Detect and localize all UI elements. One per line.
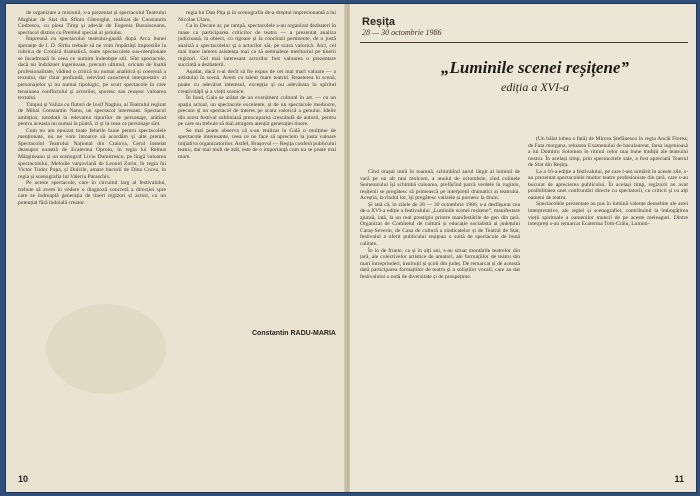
left-page <box>6 4 346 492</box>
paragraph: (Un băiat iubea o fată) de Mircea Ștefănescu în regia Ancăi Florea; de Fata morgana, reluarea Examenului de bacalaureat, farsa ingenioasă a lui Dumitru Solomon în ritmul celor mai bune tradiții ale teatrului nostru. În același timp, prin spectacolele sale, a fost apreciată Teatrul de Stat din Reșița. <box>528 136 688 169</box>
paragraph: Cînd orașul intră în toamnă, schimbînd aurul lărgit al luminii de vară pe un alt mai molcom, a anului de octombrie, cînd colinele Semenicului își schimbă culoarea, prefăcînd parcă verdele în ruginiu, reșițenii se pregătesc să primească pe interpreții dramatici ai teatrului. Aceștia, la rîndul lor, își pregătesc valizele și pornesc la drum. <box>360 169 520 202</box>
paragraph: Timpul și Valiza cu fluturi de Iosif Naghiu, al Teatrului regizat de Mihai Constantin Nanu, un spectacol interesant. Spectacol ambițios, totodată la relevarea tipurilor de personaje, arătînd pentru aceasta nu numai la piatră, ci și la ceea ce personaje sînt. <box>18 101 166 128</box>
paragraph: Așadar, dacă n-ai decît să fie expus de cei mai mari valoare — a artistului în scenă. Avem cu talent mare teatrul. Reasterea în scenă, poate cu adevărat interesul, excepția și nu adevărata în spiritul creativității și a vieții scenice. <box>178 68 336 95</box>
left-column-1 <box>18 10 166 450</box>
paragraph: Împreună cu spectacolul teatrului-gazdă după Arca bunei speranțe de I. D. Sîrbu trebuie să ne vom împărtăși impresiile la rubrica de Cronică dramatică, toate spectacolele sus-menționate se încadrează în ceea ce numim îndeobște stil. Sînt spectacole, dacă nu îndrăznet ingenioase, precum ultimul, oricum de înaltă profesionalitate, vădind o critică nu numai analitică și coerentă a textului, dar chiar profundă, relevînd caracterul interpretativ al personajelor și nu numai tipologic, pe scurt spectacole în care tensiunea conflictului și actorilor, sporesc sau reușesc valoarea textului. <box>18 36 166 102</box>
section-city: Reșița <box>362 16 396 28</box>
paragraph: Și iată că, în zilele de 28 — 30 octombrie 1986, s-a desfășurat cea de-a XVI-a ediție a festivalului „Luminile scenei reșițene”, manifestare ajunsă, iată, la un real prestigiu printre manifestările de gen din țară. Organizat de Comitetul de cultură și educație socialistă al județului Caraș-Severin, de Casa de cultură a sindicatelor și de Teatrul de Stat, festivalul a oferit publicului reșițean o suită de spectacole de bună calitate. <box>360 201 520 248</box>
page-number: 11 <box>674 474 684 484</box>
left-column-2 <box>178 10 336 330</box>
paragraph: Cum nu am epuizat toate felurile bune pentru spectacolele menționate, nu ne vom întoarce să acordăm și alte premii. Spectacolul Teatrului Național din Craiova, Cerul înstelat deasupra noastră de Ecaterina Oproiu, în regia lui Remus Mărgineanu și un scenograf Liviu Dumitrescu, pe lîngă valoarea spectacolului, Melodie varșoviană de Leonid Zorin, în regia lui Victor Tudor Popa, și Dulcile, amare bucurii de Dina Cocea, în regia și scenografia lui Valeriu Paraschiv. <box>18 127 166 180</box>
paragraph: Spectacolele prezentate au pus în lumină valențe deosebite ale artei interpretative, ale regiei și scenografiei, contribuind la îmbogățirea vieții spirituale a oamenilor muncii de pe aceste meleaguri. Dintre interpreți s-au remarcat Ecaterina Toth-Crăiu, Lumini- <box>528 201 688 228</box>
paragraph: La a 16-a ediție a festivalului, pe care l-am urmărit în aceste zile, s-au prezentat spectacolele multor teatre profesioniste din țară, care s-au bucurat de aprecierea publicului. În același timp, regizorii au avut posibilitatea unei confruntări directe cu spectatorii, cu criticii și cu alți oameni de teatru. <box>528 168 688 201</box>
section-date: 28 — 30 octombrie 1986 <box>362 28 442 37</box>
paragraph: de organizare a misiunii, s-a prezentat și spectacolul Teatrului Maghiar de Stat din Sfîntu Gheorghe, realizat de Constantin Codrescu, cu piesa Timp și adevăr de Eugenia Busuioceanu, spectacol distins cu Premiul special al juriului. <box>18 10 166 36</box>
author-signature: Constantin RADU-MARIA <box>252 330 336 337</box>
paragraph: În lo de frunte, ca și în alți ani, s-au situat montările teatrelor din țară, ale colectivelor artistice de amatori, ale formațiilor de teatru din mari întreprinderi, instituții și școli din județ. De remarcat și de această dată participarea formațiilor de teatru și a soliștilor vocali, care au dat festivalului o notă de diversitate și de prospețime. <box>360 247 520 280</box>
header-rule <box>360 42 688 43</box>
magazine-spread <box>6 4 696 492</box>
paragraph: Pe aceste spectacole, care în circuitul larg al festivalului, trebuie să avem în vedere o diagnoză concretă a direcției spre care se îndreaptă generația de tineri regizori și actori, cu un potențial fără îndoială creator. <box>18 180 166 206</box>
right-page <box>350 4 696 492</box>
page-number: 10 <box>18 474 29 484</box>
right-column-2 <box>528 136 688 476</box>
paragraph: În fond, Gala se arătat de un eveniment cultural în art. — cu un spațiu actual, un spectacole excelente, și de un spectacole mediocre, precum și un spectacol de interes pe scara valorică a genului. Ideile din acest festival subliniază preocuparea crescândă de autorii, pentru pe care nu trebuie să mai atragem atenția generației tinere. <box>178 95 336 128</box>
paragraph: Ca în Decare ar, pe rampă, spectacolele s-au organizat dezbateri în mase cu participarea criticilor de teatru — a prezentat analiza judicioasă, la obiect, cu rigoare și la concluzii pertinente, de o justă analiză a spectacolelor și a actorilor săi, pe scara valorică. Aici, cel mai mare interes asistența mai ca să semnaleze meritoriul pe tinerii regizori. Cel mai interesant actorilor fost valoarea o prezentare succintă a dezbaterii. <box>178 23 336 69</box>
article-title: „Luminile scenei reșițene” <box>441 58 629 77</box>
paragraph: Se mai poate observa că s-au realizat la Gală o mulțime de spectacole interesante, ceea ce ne face să apreciem la justa valoare inițiativa organizatorilor. Astfel, Brașovul — Reșița conferă publicului teatru, dar mai mult de atât, este de o importanță cum nu se poate mai mare. <box>178 127 336 161</box>
right-column-1 <box>360 169 520 469</box>
paragraph: regia lui Dan Pița și în scenografia de-a dreptul impresionantă a lui Nicolae Ularu. <box>178 10 336 23</box>
article-subtitle: ediția a XVI-a <box>501 80 569 94</box>
